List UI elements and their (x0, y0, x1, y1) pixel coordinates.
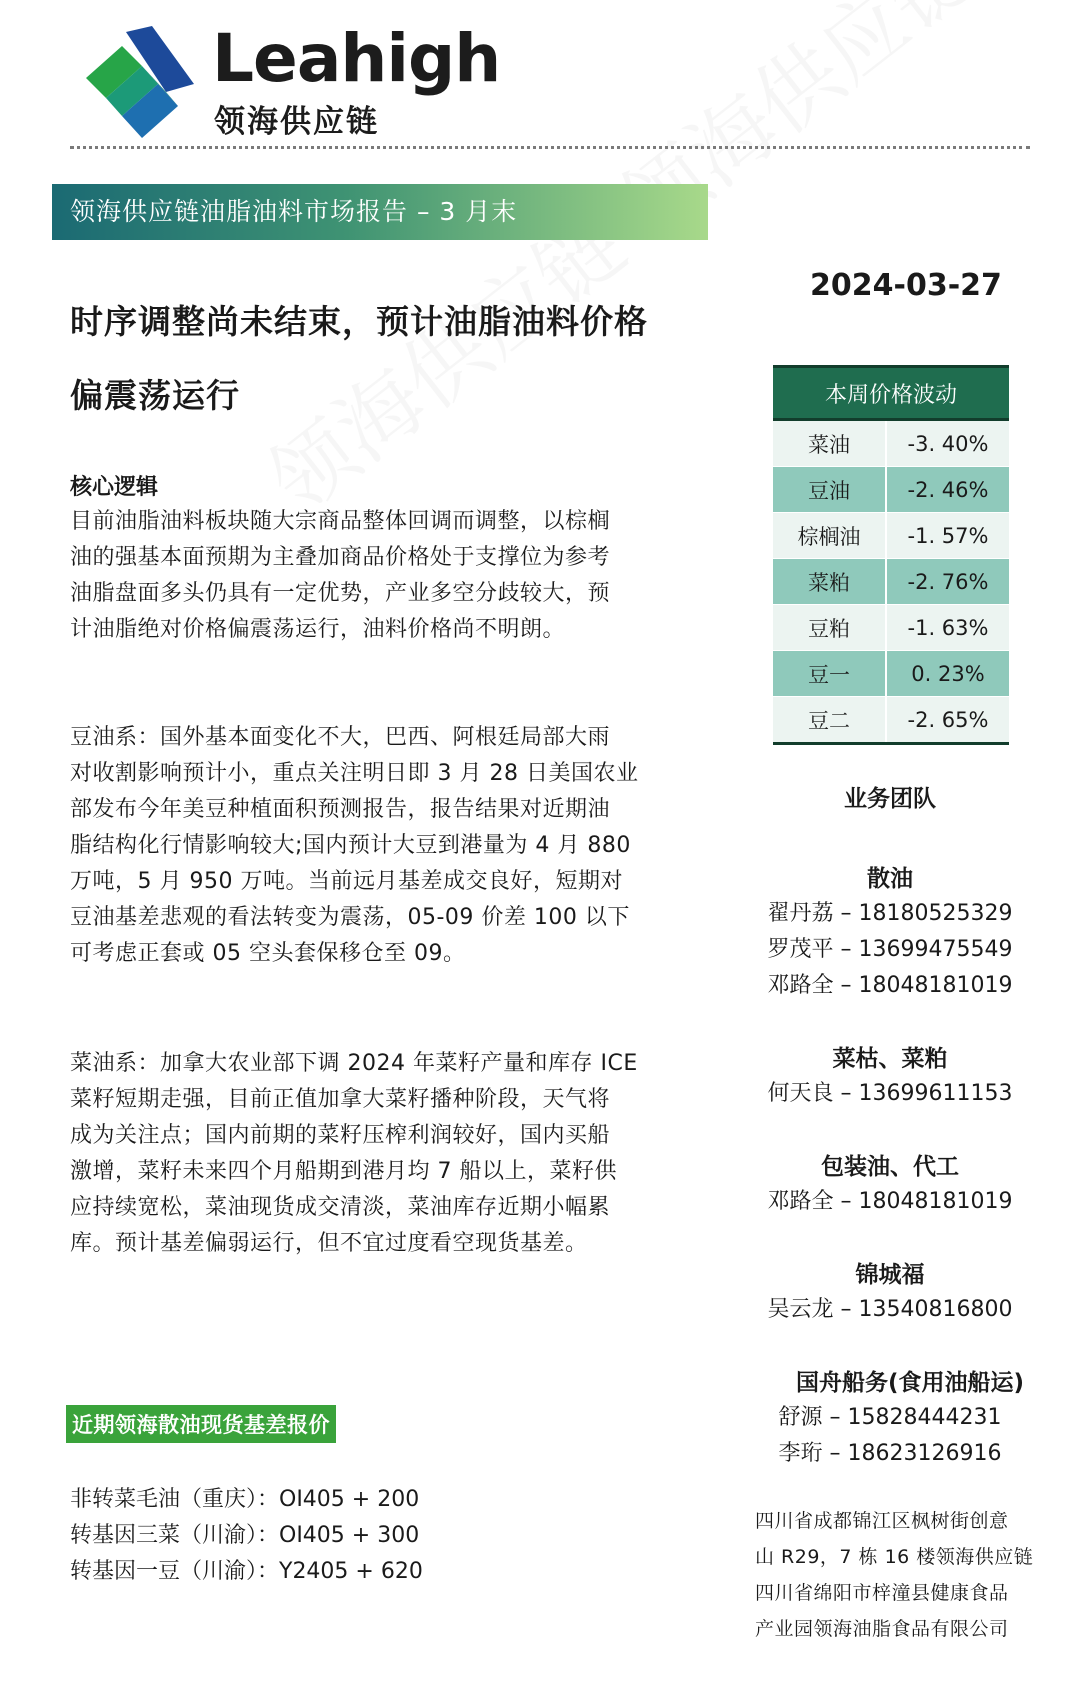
address-line: 产业园领海油脂食品有限公司 (755, 1618, 1009, 1640)
contact-line: 邓路全 – 18048181019 (767, 973, 1013, 998)
team-group-name: 包装油、代工 (821, 1154, 959, 1180)
table-row (773, 651, 1009, 697)
price-change: -1. 57% (886, 513, 1009, 559)
price-change: -2. 65% (886, 697, 1009, 744)
price-change: -2. 76% (886, 559, 1009, 605)
address-line: 山 R29，7 栋 16 楼领海供应链 (755, 1546, 1034, 1568)
report-banner: 领海供应链油脂油料市场报告 – 3 月末 (52, 184, 708, 240)
text-line: 油脂盘面多头仍具有一定优势，产业多空分歧较大，预 (70, 581, 611, 606)
core-logic-paragraph (70, 504, 670, 648)
basis-quote-line: 转基因一豆（川渝）：Y2405 + 620 (70, 1559, 423, 1584)
contact-line: 舒源 – 15828444231 (778, 1405, 1002, 1430)
table-row (773, 467, 1009, 513)
commodity-name: 菜粕 (773, 559, 886, 605)
commodity-name: 豆油 (773, 467, 886, 513)
leahigh-logo-icon (82, 26, 202, 138)
contact-line: 李珩 – 18623126916 (778, 1441, 1002, 1466)
text-line: 目前油脂油料板块随大宗商品整体回调而调整，以棕榈 (70, 509, 611, 534)
team-group-name: 菜枯、菜粕 (832, 1046, 948, 1072)
text-line: 豆油基差悲观的看法转变为震荡，05-09 价差 100 以下 (70, 905, 630, 930)
brand-name-en: Leahigh (212, 20, 501, 97)
commodity-name: 豆二 (773, 697, 886, 744)
text-line: 菜籽短期走强，目前正值加拿大菜籽播种阶段，天气将 (70, 1087, 611, 1112)
contact-line: 罗茂平 – 13699475549 (767, 937, 1013, 962)
commodity-name: 豆粕 (773, 605, 886, 651)
text-line: 菜油系：加拿大农业部下调 2024 年菜籽产量和库存 ICE (70, 1051, 638, 1076)
headline-line-2: 偏震荡运行 (70, 376, 240, 415)
commodity-name: 菜油 (773, 420, 886, 467)
price-change: -2. 46% (886, 467, 1009, 513)
weekly-price-table (773, 365, 1009, 745)
rapeseed-oil-paragraph (70, 1046, 670, 1262)
contact-line: 吴云龙 – 13540816800 (767, 1297, 1013, 1322)
price-table-header: 本周价格波动 (773, 367, 1009, 420)
text-line: 应持续宽松，菜油现货成交清淡，菜油库存近期小幅累 (70, 1195, 611, 1220)
text-line: 成为关注点；国内前期的菜籽压榨利润较好，国内买船 (70, 1123, 611, 1148)
commodity-name: 棕榈油 (773, 513, 886, 559)
text-line: 油的强基本面预期为主叠加商品价格处于支撑位为参考 (70, 545, 611, 570)
text-line: 对收割影响预计小，重点关注明日即 3 月 28 日美国农业 (70, 761, 639, 786)
contact-line: 邓路全 – 18048181019 (767, 1189, 1013, 1214)
price-change: 0. 23% (886, 651, 1009, 697)
text-line: 脂结构化行情影响较大;国内预计大豆到港量为 4 月 880 (70, 833, 631, 858)
brand-name-cn: 领海供应链 (214, 104, 379, 140)
report-date: 2024-03-27 (810, 268, 1002, 303)
basis-quote-heading: 近期领海散油现货基差报价 (66, 1405, 336, 1443)
table-row (773, 513, 1009, 559)
text-line: 库。预计基差偏弱运行，但不宜过度看空现货基差。 (70, 1231, 588, 1256)
text-line: 可考虑正套或 05 空头套保移仓至 09。 (70, 941, 466, 966)
table-row (773, 559, 1009, 605)
price-change: -3. 40% (886, 420, 1009, 467)
basis-quote-line: 转基因三菜（川渝）：OI405 + 300 (70, 1523, 420, 1548)
basis-quote-line: 非转菜毛油（重庆）：OI405 + 200 (70, 1487, 420, 1512)
text-line: 万吨，5 月 950 万吨。当前远月基差成交良好，短期对 (70, 869, 623, 894)
text-line: 部发布今年美豆种植面积预测报告，报告结果对近期油 (70, 797, 611, 822)
team-title: 业务团队 (844, 786, 936, 812)
price-change: -1. 63% (886, 605, 1009, 651)
commodity-name: 豆一 (773, 651, 886, 697)
address-line: 四川省成都锦江区枫树街创意 (755, 1510, 1009, 1532)
header-divider (70, 146, 1030, 149)
text-line: 计油脂绝对价格偏震荡运行，油料价格尚不明朗。 (70, 617, 566, 642)
contact-line: 翟丹荔 – 18180525329 (767, 901, 1013, 926)
headline-line-1: 时序调整尚未结束，预计油脂油料价格 (70, 302, 648, 341)
table-row (773, 697, 1009, 744)
soy-oil-paragraph (70, 720, 670, 972)
team-group-name: 散油 (867, 866, 913, 892)
contact-line: 何天良 – 13699611153 (767, 1081, 1013, 1106)
core-logic-title: 核心逻辑 (70, 475, 159, 500)
text-line: 激增，菜籽未来四个月船期到港月均 7 船以上，菜籽供 (70, 1159, 617, 1184)
team-group-name: 锦城福 (855, 1262, 925, 1288)
table-row (773, 605, 1009, 651)
team-group-name: 国舟船务(食用油船运) (795, 1370, 1025, 1396)
text-line: 豆油系：国外基本面变化不大，巴西、阿根廷局部大雨 (70, 725, 611, 750)
table-row (773, 420, 1009, 467)
address-line: 四川省绵阳市梓潼县健康食品 (755, 1582, 1009, 1604)
